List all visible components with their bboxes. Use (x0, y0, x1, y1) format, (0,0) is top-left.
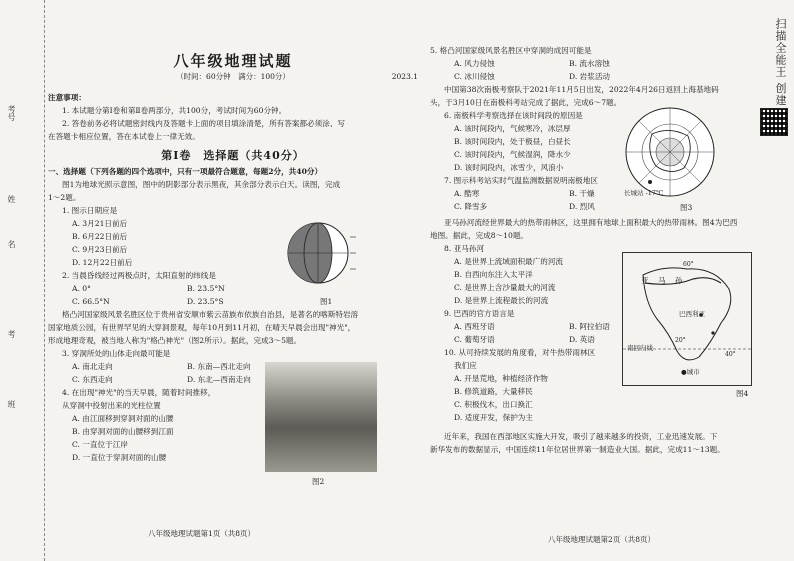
option: D. 烈风 (569, 202, 595, 211)
exam-date: 2023.1 (391, 72, 418, 81)
option: D. 该时间段内，冰雪少，风浪小 (454, 163, 564, 172)
option: B. 流水溶蚀 (569, 59, 610, 68)
option-row (48, 282, 418, 295)
stem-part: 头，于3月10日在南极科考站完成了 (430, 98, 551, 107)
binding-margin (0, 0, 45, 561)
option: A. 0° (72, 284, 91, 293)
option: C. 9月23日前后 (72, 245, 128, 254)
stem-line: 地图。据此，完成8～10题。 (430, 231, 529, 240)
option: D. 一直位于穿洞对面的山腰 (72, 453, 167, 462)
option: B. 23.5°N (187, 284, 225, 293)
notice-line: 在答题卡相应位置，答在本试卷上一律无效。 (48, 132, 200, 141)
option: A. 酷寒 (454, 189, 480, 198)
stem-line: 图1为地球光照示意图，图中的阴影部分表示黑夜，其余部分表示白天。读图，完成 (62, 180, 341, 189)
option: A. 由江面移到穿洞对面的山腰 (72, 414, 174, 423)
map-label-amazon: 亚 马 孙 (641, 276, 684, 285)
stem-line: 1～2题。 (48, 193, 81, 202)
option: D. 英语 (569, 335, 595, 344)
option: D. 岩浆活动 (569, 72, 611, 81)
option: D. 12月22日前后 (72, 258, 133, 267)
option: C. 葡萄牙语 (454, 335, 495, 344)
option: D. 23.5°S (187, 297, 224, 306)
question-6: 6. 南极科学考察选择在该时间段的原因是 (444, 111, 583, 120)
stem-part: 中国第38次南极考察队于2021年11月5日出发， (444, 85, 609, 94)
map-label-brasilia: 巴西利亚 (679, 310, 705, 318)
question-10: 10. 从可持续发展的角度看，对牛热带雨林区 (444, 348, 596, 357)
question-8: 8. 亚马孙河 (444, 244, 485, 253)
map-label-tropic: 南回归线 (627, 344, 653, 352)
figure-3-caption: 图3 (680, 203, 693, 212)
option: C. 降雪多 (454, 202, 488, 211)
stem-line: 近年来，我国在西部地区实施大开发，吸引了越来越多的投资，工业迅速发展。下 (444, 432, 718, 441)
stem-line: 形成地理奇观，被当地人称为"格凸神光"（图2所示）。据此，完成3～5题。 (48, 336, 302, 345)
option: C. 冰川侵蚀 (454, 72, 495, 81)
option: B. 由穿洞对面的山腰移到江面 (72, 427, 174, 436)
margin-label-banji: 班 (7, 400, 16, 408)
exam-subtitle (48, 70, 418, 83)
option: B. 修筑道路，大量移民 (454, 387, 533, 396)
option: B. 6月22日前后 (72, 232, 128, 241)
option: A. 开垦荒地，种植经济作物 (454, 374, 548, 383)
notice-heading: 注意事项： (48, 93, 86, 102)
map-label-20: 20° (675, 337, 686, 344)
question-5: 5. 格凸河国家级风景名胜区中穿洞的成因可能是 (430, 46, 592, 55)
margin-label-kaochang: 考 (7, 330, 16, 338)
figure-3-station-label: 长城站 -17℃ (624, 189, 664, 197)
option: C. 东西走向 (72, 375, 113, 384)
scanner-watermark: 扫描全能王 创建 (774, 18, 787, 107)
question-group-heading: 一、选择题（下列各题的四个选项中，只有一项最符合题意，每题2分，共40分） (48, 167, 323, 176)
stem-line (430, 96, 775, 109)
option: B. 阿拉伯语 (569, 322, 610, 331)
stem-line: 国家地质公园，有世界罕见的大穿洞景观，每年10月到11月初，在晴天早晨会出现"神光"， (48, 323, 356, 332)
stem-line (430, 83, 775, 96)
question-4: 4. 在出现"神光"的当天早晨，随着时间推移， (62, 388, 216, 397)
option: B. 东南—西北走向 (187, 362, 251, 371)
option: A. 西班牙语 (454, 322, 495, 331)
question-9: 9. 巴西的官方语言是 (444, 309, 515, 318)
option: C. 66.5°N (72, 297, 110, 306)
option: A. 南北走向 (72, 362, 113, 371)
figure-3-polar-map (622, 104, 718, 200)
figure-1-globe (280, 215, 356, 291)
page-two-footer: 八年级地理试题第2页（共8页） (548, 535, 656, 544)
question-1: 1. 图示日期应是 (62, 206, 118, 215)
option: B. 自西向东注入太平洋 (454, 270, 533, 279)
option-row (430, 187, 775, 200)
option: C. 该时间段内，气候湿润，降水少 (454, 150, 571, 159)
stem-line: 格凸河国家级风景名胜区位于贵州省安顺市紫云苗族布依族自治县，是著名的喀斯特岩溶 (62, 310, 359, 319)
question-3: 3. 穿洞所处的山体走向最可能是 (62, 349, 171, 358)
map-legend-city: ●城市 (681, 368, 700, 376)
option-row (48, 295, 418, 308)
exam-title: 八年级地理试题 (173, 52, 293, 70)
figure-2-caption: 图2 (312, 477, 325, 486)
stem-part: 2022年4月26日返回上海基地码 (608, 85, 719, 94)
figure-4-map (622, 252, 752, 386)
option: A. 该时间段内，气候寒冷，冰层厚 (454, 124, 571, 133)
option-row (430, 57, 775, 70)
option: D. 是世界上流程最长的河流 (454, 296, 549, 305)
notice-line: 2. 答卷前务必将试题密封线内及答题卡上面的项目填涂清楚，所有答案都必须涂、写 (62, 119, 346, 128)
option-row (430, 200, 775, 213)
option-row (430, 70, 775, 83)
exam-time-score: （时间：60分钟 满分：100分） (176, 72, 290, 81)
option: A. 是世界上流域面积最广的河流 (454, 257, 564, 266)
option: D. 东北—西南走向 (187, 375, 251, 384)
page-two (430, 44, 775, 456)
option: B. 该时间段内，处于极昼，白昼长 (454, 137, 571, 146)
page-one-footer: 八年级地理试题第1页（共8页） (148, 529, 256, 538)
margin-label-kaohao: 考号 (7, 105, 16, 121)
map-label-60: 60° (683, 261, 694, 268)
map-label-40: 40° (725, 351, 736, 358)
margin-label-xing: 姓 (7, 195, 16, 203)
stem-line: 新华发布的数据显示，中国连续11年位居世界第一制造业大国。据此，完成11～13题。 (430, 445, 725, 454)
option: C. 一直位于江岸 (72, 440, 128, 449)
option: C. 是世界上含沙量最大的河流 (454, 283, 556, 292)
option: D. 适度开发，保护为主 (454, 413, 533, 422)
stem-part: 据此，完成6～7题。 (550, 98, 622, 107)
figure-2-photo (265, 362, 377, 472)
figure-4-caption: 图4 (736, 389, 749, 398)
notice-line: 1. 本试题分第Ⅰ卷和第Ⅱ卷两部分，共100分，考试时间为60分钟。 (62, 106, 287, 115)
section-title: 第Ⅰ卷 选择题（共40分） (161, 149, 305, 162)
option: B. 干燥 (569, 189, 595, 198)
option: C. 积极伐木，出口换汇 (454, 400, 533, 409)
margin-label-ming: 名 (7, 240, 16, 248)
qr-code-icon (760, 108, 788, 136)
figure-1-caption: 图1 (320, 297, 333, 306)
question-7: 7. 图示科考站实时气温监测数据说明南极地区 (444, 176, 598, 185)
option: A. 风力侵蚀 (454, 59, 495, 68)
question-2: 2. 当晨昏线经过两极点时，太阳直射的纬线是 (62, 271, 216, 280)
stem-line: 亚马孙河流经世界最大的热带雨林区，这里拥有地球上面积最大的热带雨林。图4为巴西 (444, 218, 738, 227)
brazil-outline (623, 253, 751, 385)
option: A. 3月21日前后 (72, 219, 128, 228)
question-4-cont: 从穿洞中投射出来的光柱位置 (62, 401, 161, 410)
question-10-cont: 我们应 (454, 361, 477, 370)
